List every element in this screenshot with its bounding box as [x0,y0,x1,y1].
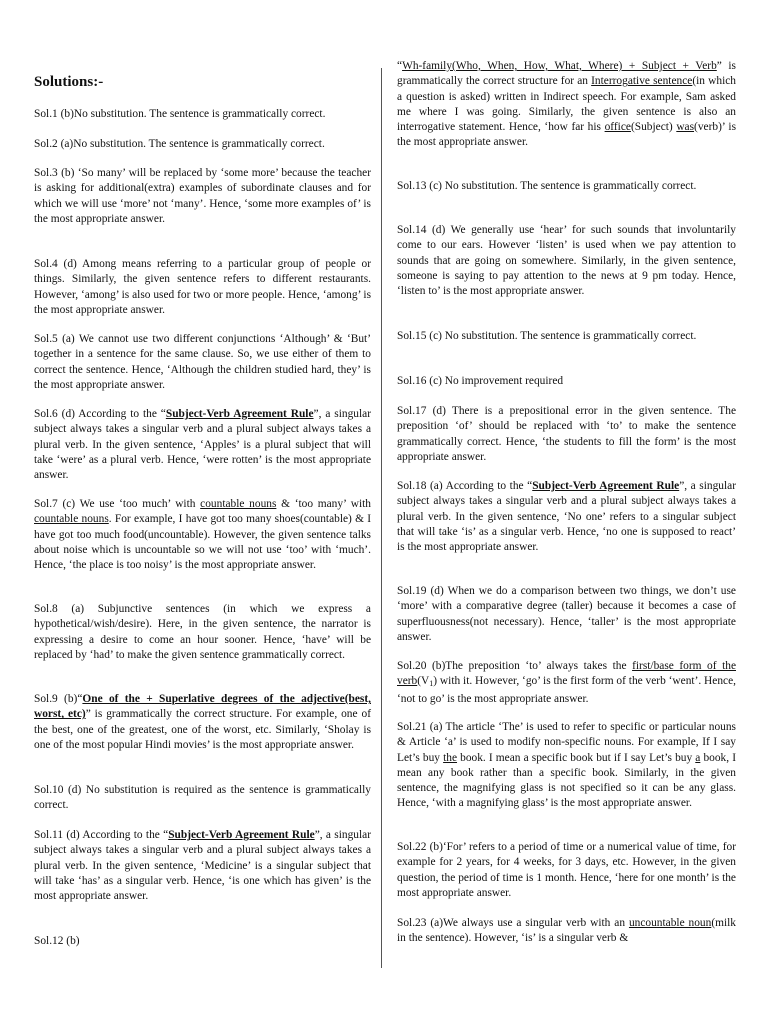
solution-23-text-b: (milk in the sentence). However, ‘is’ is a singular verb & [397,917,736,945]
solution-7-term-1: countable nouns [200,498,277,510]
solution-11-text-b: ”, a singular subject always takes a singular verb and a plural subject always takes a plural verb. In the given sentence, ‘Medicine’ is a singular subject that will take ‘has’ as a singular verb. Hence, ‘is one which has given’ is the most appropriate answer. [34,829,371,903]
solution-10: Sol.10 (d) No substitution is required as the sentence is grammatically correct. [34,784,371,812]
solution-12-text-c: (in which a question is asked) written in Indirect speech. For example, Sam asked me where I was going. Similarly, the given sentence is also an interrogative statement. Hence, ‘how far his [397,75,736,134]
solution-4: Sol.4 (d) Among means referring to a particular group of people or things. Similarly, the given sentence refers to different restaurants. However, ‘among’ is also used for two or more people. Hence, ‘among’ is the most appropriate answer. [34,258,371,316]
solution-20-subscript: 1 [429,679,434,689]
solution-18-text-b: ”, a singular subject always takes a singular verb and a plural subject always takes a plural verb. In the given sentence, ‘No one’ refers to a singular subject that will take ‘is’ as a singular verb. Hence, ‘no one is supposed to react’ is the most appropriate answer. [397,480,737,554]
solution-3: Sol.3 (b) ‘So many’ will be replaced by ‘some more’ because the teacher is asking for additional(extra) examples of subordinate clauses and for which we will use ‘more’ not ‘many’. Hence, ‘some more examples of’ is the most appropriate answer. [34,167,371,225]
solution-20 [397,659,736,707]
solution-9-text-a: Sol.9 (b)“ [34,693,83,705]
solution-6-text-b: ”, a singular subject always takes a singular verb and a plural subject always takes a plural verb. In the given sentence, ‘Apples’ is a plural subject that will take ‘were’ as a plural verb. Hence, ‘were rotten’ is the most appropriate answer. [34,408,371,482]
solution-14: Sol.14 (d) We generally use ‘hear’ for such sounds that involuntarily come to our ears. However ‘listen’ is used when we pay attention to sounds that are going on somewhere. Similarly, in the given sentence, someone is saying to pay attention to the news at 9 pm today. Hence, ‘listen to’ is the most appropriate answer. [397,224,736,298]
solution-2: Sol.2 (a)No substitution. The sentence is grammatically correct. [34,138,325,150]
solution-7-text-c: . For example, I have got too many shoes(countable) & I have got too much food(uncountable). However, the given sentence talks about noise which is uncountable so we will not use ‘too’ with ‘much’. Hence, ‘the place is too noisy’ is the most appropriate answer. [34,513,372,572]
solution-12-structure: Wh-family(Who, When, How, What, Where) + Subject + Verb [402,60,717,72]
solution-5: Sol.5 (a) We cannot use two different conjunctions ‘Although’ & ‘But’ together in a sentence for the same clause. So, we use either of them to correct the sentence. Hence, ‘Although the children studied hard, they’ is the most appropriate answer. [34,333,371,391]
solution-12-text-e: (verb)’ is the most appropriate answer. [397,121,737,149]
solution-9-rule: One of the + Superlative degrees of the adjective(best, worst, etc) [34,693,371,721]
solution-15: Sol.15 (c) No substitution. The sentence is grammatically correct. [397,330,697,342]
solution-9 [34,692,371,753]
solution-23-term: uncountable noun [628,917,712,929]
solution-12-verb: was [676,121,695,134]
solution-11 [34,828,371,904]
solution-12-term: Interrogative sentence [591,75,693,88]
solution-12: Sol.12 (b) [34,935,80,947]
solution-12-text-b: ” is grammatically the correct structure for an [397,60,736,88]
solution-12-continued [397,59,736,151]
solution-17: Sol.17 (d) There is a prepositional error in the given sentence. The preposition ‘of’ should be replaced with ‘to’ to make the sentence grammatically correct. Hence, ‘the students to fill the form’ is the most appropriate answer. [397,405,736,463]
solution-7-term-2: countable nouns [34,513,109,526]
solution-23-text-a: Sol.23 (a)We always use a singular verb with an [397,917,629,929]
solution-6-rule: Subject-Verb Agreement Rule [165,408,314,420]
solution-21-article-the: the [443,751,458,764]
solution-6 [34,407,371,483]
solution-9-text-b: ” is grammatically the correct structure. For example, one of the best, one of the greatest, one of the worst, etc. Similarly, ‘Sholay is one of the most popular Hindi movies’ is the most appropriate answer. [34,708,371,751]
solution-20-v: (V [417,675,430,688]
solution-18-rule: Subject-Verb Agreement Rule [532,480,680,492]
page-heading: Solutions:- [34,74,104,90]
solution-1: Sol.1 (b)No substitution. The sentence is grammatically correct. [34,108,326,120]
solution-22: Sol.22 (b)‘For’ refers to a period of time or a numerical value of time, for example for 2 years, for 4 weeks, for 3 days, etc. However, in the given question, the period of time is 1 month. Hence, ‘here for one month’ is the most appropriate answer. [397,841,736,899]
solution-20-text-b: ) with it. However, ‘go’ is the first form of the verb ‘went’. Hence, ‘not to go’ is the most appropriate answer. [397,675,736,705]
solution-20-text-a: Sol.20 (b)The preposition ‘to’ always takes the [397,660,633,672]
solution-21-text-b: book. I mean a specific book but if I say Let’s buy [457,751,696,764]
solution-12-text-d: (Subject) [630,121,677,134]
solution-7 [34,497,371,573]
solution-13: Sol.13 (c) No substitution. The sentence is grammatically correct. [397,180,697,192]
solution-19: Sol.19 (d) When we do a comparison between two things, we don’t use ‘more’ with a comparative degree (taller) because it becomes a case of superfluousness(not necessary). Hence, ‘taller’ is the most appropriate answer. [397,585,736,643]
solution-6-text-a: Sol.6 (d) According to the “ [34,408,166,420]
solution-7-text-a: Sol.7 (c) We use ‘too much’ with [34,498,201,510]
solution-21 [397,720,736,812]
solution-21-text-a: Sol.21 (a) The article ‘The’ is used to refer to specific or particular nouns & Article ‘a’ is used to modify non-specific nouns. For example, If I say Let’s buy [397,721,736,764]
solution-12-subject: office [604,121,631,134]
solution-12-text-a: “ [397,60,403,72]
solution-11-text-a: Sol.11 (d) According to the “ [34,829,169,841]
solution-7-text-b: & ‘too many’ with [276,498,371,510]
solution-21-article-a: a [695,751,701,764]
column-divider [381,68,382,968]
solution-16: Sol.16 (c) No improvement required [397,375,564,387]
solution-23 [397,916,736,947]
solution-18 [397,479,736,555]
solution-20-term: first/base form of the verb [397,660,736,688]
solution-11-rule: Subject-Verb Agreement Rule [168,829,315,841]
solution-21-text-c: book, I mean any book rather than a specific book. Similarly, in the given sentence, the magnifying glass is not specified so it can be any glass. Hence, ‘with a magnifying glass’ is the most appropriate answer. [397,751,737,810]
solution-18-text-a: Sol.18 (a) According to the “ [397,480,533,492]
solution-8: Sol.8 (a) Subjunctive sentences (in which we express a hypothetical/wish/desire). Here, in the given sentence, the narrator is expressing a desire to come an hour sooner. Hence, ‘have’ will be replaced by ‘had’ to make the given sentence grammatically correct. [34,603,371,661]
